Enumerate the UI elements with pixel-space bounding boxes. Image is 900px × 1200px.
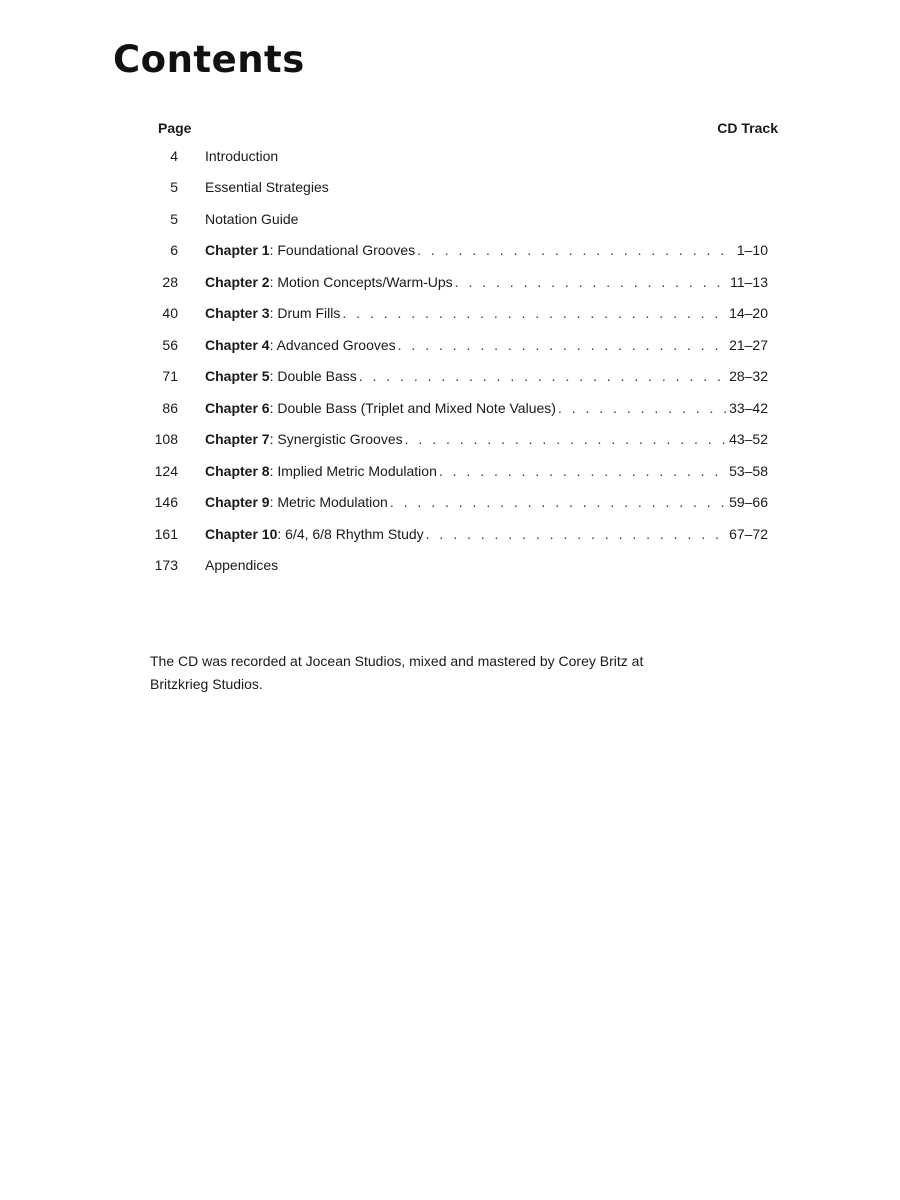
toc-entry bbox=[150, 455, 790, 487]
chapter-label: Chapter 10 bbox=[205, 525, 278, 542]
chapter-title: : Motion Concepts/Warm-Ups bbox=[269, 273, 453, 290]
toc-entry-title bbox=[205, 463, 768, 479]
chapter-title: : Double Bass (Triplet and Mixed Note Values) bbox=[269, 399, 556, 416]
toc-entry bbox=[150, 487, 790, 519]
toc-page-number: 86 bbox=[162, 399, 178, 416]
page-column-header: Page bbox=[158, 120, 192, 136]
toc-page-number: 71 bbox=[162, 368, 178, 385]
chapter-label: Chapter 6 bbox=[205, 399, 270, 416]
toc-entry bbox=[150, 424, 790, 456]
chapter-title: : Implied Metric Modulation bbox=[269, 462, 437, 479]
toc-entry-title bbox=[205, 242, 768, 258]
toc-page-number: 5 bbox=[170, 179, 178, 196]
cd-track-range: 1–10 bbox=[736, 242, 768, 259]
toc-page-number: 108 bbox=[154, 431, 178, 448]
dot-leader bbox=[342, 305, 727, 321]
toc-page-number: 40 bbox=[162, 305, 178, 322]
toc-entry-title bbox=[205, 274, 768, 290]
cd-track-range: 14–20 bbox=[729, 305, 768, 322]
toc-page-number: 5 bbox=[170, 210, 178, 227]
chapter-title: : Synergistic Grooves bbox=[269, 431, 403, 448]
toc-entry bbox=[150, 235, 790, 267]
cd-track-range: 53–58 bbox=[729, 462, 768, 479]
recording-note-line-1: The CD was recorded at Jocean Studios, mixed and mastered by Corey Britz at bbox=[150, 653, 644, 669]
toc-entry bbox=[150, 172, 790, 204]
recording-note bbox=[150, 650, 750, 696]
toc-entry bbox=[150, 550, 790, 582]
cd-track-range: 67–72 bbox=[729, 525, 768, 542]
toc-entry-title bbox=[205, 211, 768, 227]
toc-page-number: 6 bbox=[170, 242, 178, 259]
chapter-title: : Metric Modulation bbox=[269, 494, 388, 511]
chapter-title: : Foundational Grooves bbox=[269, 242, 416, 259]
toc-rows bbox=[150, 140, 790, 581]
chapter-title: : Double Bass bbox=[269, 368, 357, 385]
cd-track-range: 59–66 bbox=[729, 494, 768, 511]
toc-header bbox=[150, 116, 790, 140]
cd-track-range: 21–27 bbox=[729, 336, 768, 353]
cd-track-range: 28–32 bbox=[729, 368, 768, 385]
chapter-label: Chapter 3 bbox=[205, 305, 270, 322]
toc-page-number: 124 bbox=[154, 462, 178, 479]
toc-entry-title bbox=[205, 337, 768, 353]
toc-entry-title bbox=[205, 305, 768, 321]
toc-entry-title bbox=[205, 400, 768, 416]
chapter-title: : Drum Fills bbox=[269, 305, 341, 322]
dot-leader bbox=[359, 368, 727, 384]
cd-track-column-header: CD Track bbox=[717, 120, 778, 136]
toc-entry-title bbox=[205, 431, 768, 447]
cd-track-range: 33–42 bbox=[729, 399, 768, 416]
toc-entry bbox=[150, 392, 790, 424]
chapter-label: Chapter 5 bbox=[205, 368, 270, 385]
dot-leader bbox=[390, 494, 727, 510]
dot-leader bbox=[426, 526, 727, 542]
toc-page-number: 4 bbox=[170, 147, 178, 164]
chapter-label: Chapter 7 bbox=[205, 431, 270, 448]
toc-page-number: 28 bbox=[162, 273, 178, 290]
toc-entry bbox=[150, 329, 790, 361]
table-of-contents bbox=[150, 116, 790, 581]
toc-entry bbox=[150, 361, 790, 393]
chapter-title: : 6/4, 6/8 Rhythm Study bbox=[277, 525, 424, 542]
cd-track-range: 11–13 bbox=[730, 273, 768, 290]
toc-entry-title bbox=[205, 148, 768, 164]
chapter-title: Introduction bbox=[205, 147, 279, 164]
toc-entry bbox=[150, 140, 790, 172]
chapter-title: Appendices bbox=[205, 557, 279, 574]
toc-page-number: 173 bbox=[154, 557, 178, 574]
page-title: Contents bbox=[113, 38, 305, 81]
toc-page-number: 146 bbox=[154, 494, 178, 511]
toc-entry bbox=[150, 298, 790, 330]
toc-page-number: 161 bbox=[154, 525, 178, 542]
toc-entry-title bbox=[205, 557, 768, 573]
toc-entry bbox=[150, 203, 790, 235]
cd-track-range: 43–52 bbox=[729, 431, 768, 448]
dot-leader bbox=[405, 431, 727, 447]
dot-leader bbox=[439, 463, 727, 479]
toc-entry-title bbox=[205, 494, 768, 510]
chapter-label: Chapter 9 bbox=[205, 494, 270, 511]
toc-entry-title bbox=[205, 179, 768, 195]
toc-entry-title bbox=[205, 368, 768, 384]
chapter-title: : Advanced Grooves bbox=[269, 336, 396, 353]
dot-leader bbox=[455, 274, 728, 290]
chapter-label: Chapter 1 bbox=[205, 242, 270, 259]
dot-leader bbox=[417, 242, 735, 258]
chapter-label: Chapter 8 bbox=[205, 462, 270, 479]
dot-leader bbox=[558, 400, 727, 416]
recording-note-line-2: Britzkrieg Studios. bbox=[150, 676, 263, 692]
chapter-title: Essential Strategies bbox=[205, 179, 329, 196]
chapter-label: Chapter 2 bbox=[205, 273, 270, 290]
chapter-label: Chapter 4 bbox=[205, 336, 270, 353]
toc-entry-title bbox=[205, 526, 768, 542]
chapter-title: Notation Guide bbox=[205, 210, 299, 227]
toc-page-number: 56 bbox=[162, 336, 178, 353]
toc-entry bbox=[150, 266, 790, 298]
dot-leader bbox=[398, 337, 727, 353]
toc-entry bbox=[150, 518, 790, 550]
